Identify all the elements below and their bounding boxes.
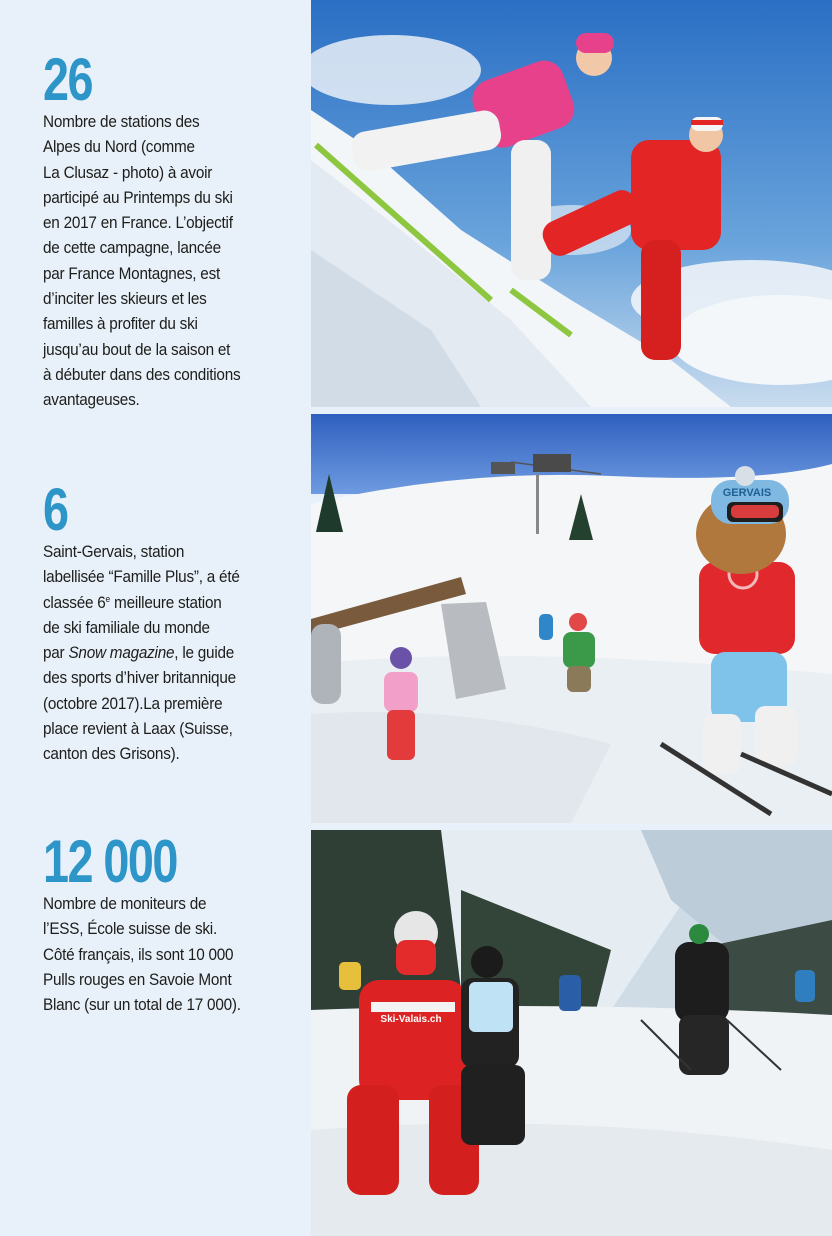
text-line: labellisée “Famille Plus”, a été bbox=[43, 568, 240, 587]
text-line: Saint-Gervais, station bbox=[43, 543, 185, 561]
text-line: place revient à Laax (Suisse, bbox=[43, 720, 233, 739]
text-line: Blanc (sur un total de 17 000). bbox=[43, 996, 241, 1015]
stat-description bbox=[43, 110, 278, 414]
stat-number: 6 bbox=[43, 476, 68, 543]
text-line: Alpes du Nord (comme bbox=[43, 138, 195, 157]
stat-description bbox=[43, 892, 278, 1018]
text-line bbox=[43, 591, 278, 616]
text-line: des sports d’hiver britannique bbox=[43, 669, 236, 688]
stat-block-6 bbox=[43, 476, 283, 768]
text-line: de ski familiale du monde bbox=[43, 618, 210, 637]
photo-saint-gervais-mascot bbox=[311, 414, 832, 823]
text-line: canton des Grisons). bbox=[43, 745, 180, 764]
text-line: de cette campagne, lancée bbox=[43, 239, 221, 258]
text-line: Pulls rouges en Savoie Mont bbox=[43, 970, 232, 989]
text-line: familles à profiter du ski bbox=[43, 315, 198, 334]
text-line: d’inciter les skieurs et les bbox=[43, 290, 207, 309]
text-line: Nombre de moniteurs de bbox=[43, 895, 207, 913]
text-line: Côté français, ils sont 10 000 bbox=[43, 945, 234, 964]
stat-description bbox=[43, 540, 278, 768]
photo-ess-instructors bbox=[311, 830, 832, 1236]
text-line: en 2017 en France. L’objectif bbox=[43, 214, 233, 233]
magazine-title: Snow magazine bbox=[68, 644, 175, 663]
text-line: à débuter dans des conditions bbox=[43, 365, 241, 384]
ordinal-superscript: e bbox=[105, 593, 111, 604]
text-line: participé au Printemps du ski bbox=[43, 188, 233, 207]
text-line: avantageuses. bbox=[43, 391, 140, 410]
mascot-hat-badge: GERVAIS bbox=[722, 487, 772, 499]
text-fragment: par bbox=[43, 644, 69, 663]
text-line: jusqu’au bout de la saison et bbox=[43, 340, 231, 359]
text-line: l’ESS, École suisse de ski. bbox=[43, 920, 217, 939]
text-line: (octobre 2017).La première bbox=[43, 694, 223, 713]
stat-number: 26 bbox=[43, 46, 92, 113]
text-line: La Clusaz - photo) à avoir bbox=[43, 163, 213, 182]
text-line bbox=[43, 641, 278, 666]
text-fragment: , le guide bbox=[174, 644, 235, 663]
text-fragment: classée 6 bbox=[43, 593, 106, 612]
vest-logo-text: Ski-Valais.ch bbox=[380, 1014, 442, 1025]
text-fragment: meilleure station bbox=[110, 593, 222, 612]
stat-number: 12 000 bbox=[43, 828, 177, 895]
stat-block-12000 bbox=[43, 828, 283, 1018]
stat-block-26 bbox=[43, 46, 283, 414]
text-line: Nombre de stations des bbox=[43, 113, 200, 131]
photo-skiers-la-clusaz bbox=[311, 0, 832, 407]
text-column bbox=[0, 0, 311, 1236]
text-line: par France Montagnes, est bbox=[43, 264, 221, 283]
